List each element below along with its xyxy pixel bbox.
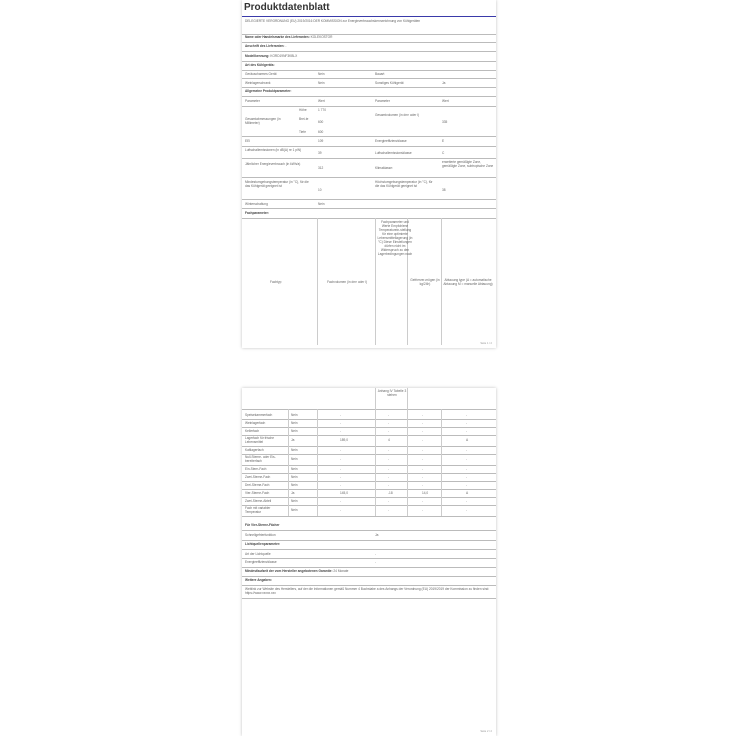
- divider: [242, 208, 496, 209]
- supplier-address-value: -: [285, 44, 287, 48]
- energy-class-value: E: [442, 139, 445, 143]
- noise-class-value: C: [442, 151, 445, 155]
- compartment-name: Ein-Stern-Fach: [245, 467, 267, 471]
- row-divider: [242, 497, 496, 498]
- title-underline: [242, 16, 496, 17]
- warranty-label: Mindestlaufzeit der vom Hersteller angebotenen Garantie:: [245, 569, 333, 573]
- total-volume-value: 335: [442, 120, 448, 124]
- divider: [242, 96, 496, 97]
- regulation-intro: DELEGIERTE VERORDNUNG (EU) 2019/2016 DER KOMMISSION zur Energieverbrauchskennzeichnung von Kühlgeräten: [245, 19, 421, 23]
- compartment-defrost: A: [466, 491, 469, 495]
- compartment-temperature: -: [388, 467, 390, 471]
- four-star-heading: Für Vier-Sterne-Fächer: [245, 523, 280, 527]
- divider: [242, 87, 496, 88]
- compartment-temperature: 4: [388, 438, 390, 442]
- row-divider: [242, 516, 496, 517]
- row-divider: [242, 489, 496, 490]
- compartment-present: Nein: [291, 457, 298, 461]
- compartment-volume: -: [340, 421, 342, 425]
- dim-label: Höhe: [299, 108, 307, 112]
- winter-value: Nein: [318, 202, 325, 206]
- compartment-defrost: -: [466, 475, 468, 479]
- compartment-defrost: -: [466, 413, 468, 417]
- compartment-temperature: -: [388, 508, 390, 512]
- energy-use-label: Jährlicher Energieverbrauch (in kWh/a): [245, 162, 301, 166]
- compartment-freeze-capacity: -: [422, 508, 424, 512]
- compartment-defrost: -: [466, 467, 468, 471]
- compartment-freeze-capacity: -: [422, 438, 424, 442]
- compartment-temperature: -: [388, 475, 390, 479]
- divider: [242, 51, 496, 52]
- divider: [242, 530, 496, 531]
- dim-value: 1 770: [318, 108, 326, 112]
- divider: [242, 218, 496, 219]
- further-info-heading: Weitere Angaben:: [245, 578, 272, 582]
- divider: [242, 549, 496, 550]
- column-header-type: Fachtyp: [270, 280, 282, 284]
- divider: [242, 106, 496, 107]
- eei-label: EEI: [245, 139, 251, 143]
- winter-label: Winterschaltung: [245, 202, 268, 206]
- max-temp-value: 38: [442, 188, 446, 192]
- compartment-volume: -: [340, 448, 342, 452]
- min-temp-label: Mindestumgebungstemperatur (in °C), für die das Kühlgerät geeignet ist: [245, 180, 309, 188]
- column-divider: [375, 218, 376, 345]
- compartment-volume: -: [340, 483, 342, 487]
- divider: [242, 158, 496, 159]
- light-type-value: -: [375, 552, 377, 556]
- document-page-1: [242, 0, 496, 348]
- compartment-name: Lagerfach für frische Lebensmittel: [245, 436, 275, 444]
- compartment-name: Kellerfach: [245, 429, 260, 433]
- dim-value: 600: [318, 130, 324, 134]
- compartment-volume: -: [340, 413, 342, 417]
- device-row-label: Geräuscharmes Gerät: [245, 72, 277, 76]
- column-divider: [317, 409, 318, 516]
- compartment-freeze-capacity: -: [422, 457, 424, 461]
- row-divider: [242, 446, 496, 447]
- column-header-defrost: Abtauung type (A = automatische Abtauung M = manuelle Abtauung): [443, 278, 493, 286]
- continued-header: Anhang IV Tabelle 3 stehen: [377, 389, 407, 397]
- dim-label: Tiefe: [299, 130, 306, 134]
- compartment-temperature: -: [388, 483, 390, 487]
- compartment-heading: Fachparameter:: [245, 211, 269, 215]
- compartment-freeze-capacity: -: [422, 413, 424, 417]
- supplier-name-label: Name oder Handelsmarke des Lieferanten:: [245, 35, 310, 39]
- divider: [242, 598, 496, 599]
- compartment-freeze-capacity: -: [422, 483, 424, 487]
- compartment-name: Drei-Sterne-Fach: [245, 483, 270, 487]
- compartment-name: Fach mit variabler Temperatur: [245, 506, 271, 514]
- compartment-freeze-capacity: -: [422, 421, 424, 425]
- compartment-present: Nein: [291, 429, 298, 433]
- compartment-temperature: -: [388, 421, 390, 425]
- compartment-defrost: -: [466, 508, 468, 512]
- column-divider: [407, 409, 408, 516]
- light-class-label: Energieeffizienzklasse: [245, 560, 277, 564]
- divider: [242, 177, 496, 178]
- device-type-heading: Art des Kühlgeräts:: [245, 63, 275, 67]
- compartment-defrost: -: [466, 483, 468, 487]
- model-label: Modellkennung:: [245, 54, 270, 58]
- page-title: Produktdatenblatt: [244, 2, 330, 13]
- compartment-temperature: -: [388, 429, 390, 433]
- compartment-volume: -: [340, 457, 342, 461]
- divider: [242, 540, 496, 541]
- divider: [242, 61, 496, 62]
- column-header-volume: Fachvolumen (in dm³ oder l): [327, 280, 367, 284]
- compartment-temperature: -18: [388, 491, 393, 495]
- column-header-freeze: Gefrierver-mögen (in kg/24h): [410, 278, 440, 286]
- energy-class-label: Energieeffizienzklasse: [375, 139, 407, 143]
- compartment-defrost: -: [466, 429, 468, 433]
- compartment-freeze-capacity: -: [422, 499, 424, 503]
- dim-value: 600: [318, 120, 324, 124]
- column-header-params: Fachparameter und Werte Empfohlene Temperaturein-stellung für eine optimierte Lebensmittellagerung (in °C) Diese Einstellungen dürfen nicht im Widerspruch zu den Lagerbedingungen nach: [377, 220, 413, 256]
- divider: [242, 78, 496, 79]
- divider: [242, 146, 496, 147]
- param-header: Parameter: [245, 99, 260, 103]
- compartment-defrost: A: [466, 438, 469, 442]
- compartment-defrost: -: [466, 421, 468, 425]
- device-row-label: Sonstiges Kühlgerät: [375, 81, 404, 85]
- dim-label: Brei-te: [299, 117, 309, 121]
- compartment-present: Nein: [291, 499, 298, 503]
- compartment-present: Nein: [291, 475, 298, 479]
- device-row-value: Nein: [318, 72, 325, 76]
- model-value: KORD19NF3KBLX: [270, 54, 298, 58]
- row-divider: [242, 473, 496, 474]
- compartment-present: Nein: [291, 448, 298, 452]
- compartment-freeze-capacity: -: [422, 475, 424, 479]
- compartment-freeze-capacity: -: [422, 467, 424, 471]
- compartment-temperature: -: [388, 499, 390, 503]
- compartment-freeze-capacity: -: [422, 429, 424, 433]
- compartment-name: Null-Sterne- oder Eis-bereiterfach: [245, 455, 276, 463]
- divider: [242, 576, 496, 577]
- compartment-volume: -: [340, 429, 342, 433]
- column-divider: [375, 388, 376, 410]
- column-divider: [441, 218, 442, 345]
- row-divider: [242, 481, 496, 482]
- compartment-defrost: -: [466, 457, 468, 461]
- noise-class-label: Luftschallemissionsklasse: [375, 151, 412, 155]
- climate-label: Klimaklasse:: [375, 166, 393, 170]
- device-row-value: Ja: [442, 81, 446, 85]
- divider: [242, 199, 496, 200]
- compartment-name: Kaltlagerfach: [245, 448, 264, 452]
- column-divider: [441, 409, 442, 516]
- compartment-volume: -: [340, 467, 342, 471]
- compartment-name: Weinlagerfach: [245, 421, 266, 425]
- max-temp-label: Höchstumgebungstemperatur (in °C), für die das Kühlgerät geeignet ist: [375, 180, 433, 188]
- divider: [242, 42, 496, 43]
- compartment-volume: -: [340, 508, 342, 512]
- compartment-freeze-capacity: 14,0: [422, 491, 429, 495]
- param-header: Wert: [442, 99, 449, 103]
- compartment-name: Zwei-Sterne-Fach: [245, 475, 271, 479]
- device-row-label: Bauart: [375, 72, 385, 76]
- divider: [242, 136, 496, 137]
- compartment-temperature: -: [388, 448, 390, 452]
- climate-value: erweiterte gemäßigte Zone, gemäßigte Zone, subtropische Zone: [442, 160, 494, 168]
- light-type-label: Art der Lichtquelle: [245, 552, 271, 556]
- param-header: Wert: [318, 99, 325, 103]
- column-divider: [317, 218, 318, 345]
- compartment-name: Speisekammerfach: [245, 413, 273, 417]
- light-heading: Lichtquellenparameter:: [245, 542, 281, 546]
- compartment-defrost: -: [466, 499, 468, 503]
- divider: [242, 585, 496, 586]
- compartment-present: Nein: [291, 483, 298, 487]
- compartment-present: Ja: [291, 438, 295, 442]
- compartment-name: Zwei-Sterne-Abteil: [245, 499, 272, 503]
- compartment-present: Ja: [291, 491, 295, 495]
- divider: [242, 70, 496, 71]
- compartment-present: Nein: [291, 467, 298, 471]
- light-class-value: -: [375, 560, 377, 564]
- divider: [242, 409, 496, 410]
- compartment-defrost: -: [466, 448, 468, 452]
- device-row-value: Nein: [318, 81, 325, 85]
- compartment-name: Vier-Sterne-Fach: [245, 491, 270, 495]
- min-temp-value: 10: [318, 188, 322, 192]
- page-number: Seite 2 / 2: [480, 730, 492, 733]
- general-params-heading: Allgemeine Produktparameter:: [245, 89, 292, 93]
- row-divider: [242, 427, 496, 428]
- document-page-2: [242, 388, 496, 736]
- compartment-present: Nein: [291, 421, 298, 425]
- energy-use-value: 312: [318, 166, 324, 170]
- compartment-freeze-capacity: -: [422, 448, 424, 452]
- param-header: Parameter: [375, 99, 390, 103]
- quick-freeze-value: Ja: [375, 533, 379, 537]
- column-divider: [407, 388, 408, 410]
- row-divider: [242, 465, 496, 466]
- dimensions-label: Gesamtabmessungen (in Millimeter): [245, 117, 281, 125]
- page-number: Seite 1 / 2: [480, 342, 492, 345]
- compartment-temperature: -: [388, 413, 390, 417]
- column-divider: [288, 409, 289, 516]
- noise-value: 39: [318, 151, 322, 155]
- eei-value: 109: [318, 139, 324, 143]
- further-info-text: Weblink zur Website des Herstellers, auf der die Informationen gemäß Nummer 4 Buchstabe a des Anhangs der Verordnung (EU) 2019/2019 der Kommission zu finden sind: https://www.xxxxx.xxx: [245, 587, 490, 595]
- column-divider: [375, 409, 376, 516]
- device-row-label: Weinlagerschrank: [245, 81, 271, 85]
- compartment-temperature: -: [388, 457, 390, 461]
- compartment-present: Nein: [291, 508, 298, 512]
- divider: [242, 558, 496, 559]
- compartment-volume: 145,0: [340, 491, 348, 495]
- supplier-name-value: KOLEKOSTOR: [310, 35, 333, 39]
- compartment-present: Nein: [291, 413, 298, 417]
- quick-freeze-label: Schnellgefrierfunktion: [245, 533, 276, 537]
- row-divider: [242, 419, 496, 420]
- compartment-volume: -: [340, 499, 342, 503]
- warranty-value: 24 Monate: [333, 569, 349, 573]
- compartment-volume: 189,0: [340, 438, 348, 442]
- noise-label: Luftschallemissionen (in dB(A) re 1 pW): [245, 148, 302, 152]
- supplier-address-label: Anschrift des Lieferanten:: [245, 44, 285, 48]
- compartment-volume: -: [340, 475, 342, 479]
- total-volume-label: Gesamtvolumen (in dm³ oder l): [375, 113, 419, 117]
- divider: [242, 567, 496, 568]
